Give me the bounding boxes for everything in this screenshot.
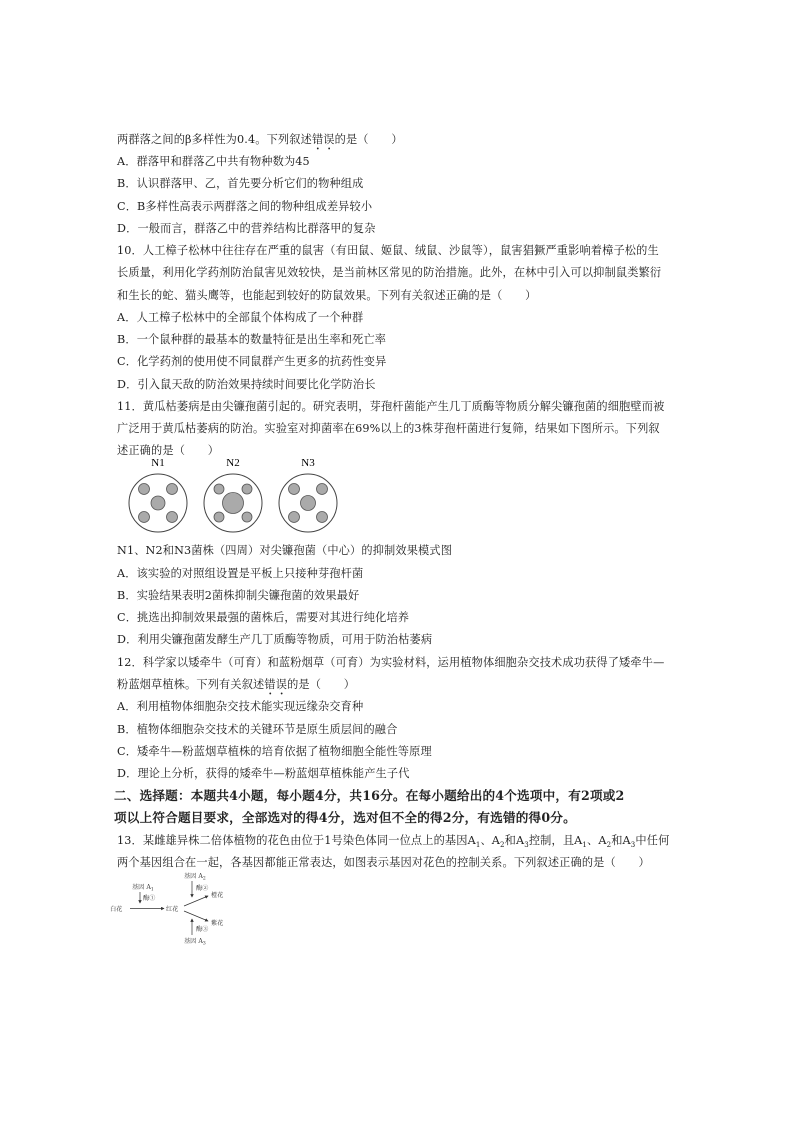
- plate-label-n2: N2: [226, 457, 240, 469]
- enzyme-2-label: 酶②: [196, 885, 209, 892]
- q9-option-b: B．认识群落甲、乙，首先要分析它们的物种组成: [117, 177, 364, 190]
- q12-stem-line-1: 12．科学家以矮牵牛（可育）和蓝粉烟草（可育）为实验材料，运用植物体细胞杂交技术成功获得了矮牵牛—: [117, 656, 665, 669]
- q11-option-b: B．实验结果表明2菌株抑制尖镰孢菌的效果最好: [117, 589, 360, 602]
- q13-stem-line-1: [117, 833, 669, 853]
- plate-n2: [204, 474, 262, 532]
- red-flower-label: 红花: [166, 906, 179, 913]
- enzyme-3-label: 酶③: [196, 926, 209, 933]
- q9-stem-text-a: 两群落之间的β多样性为0.4。下列叙述: [117, 133, 312, 146]
- q10-option-d: D．引入鼠天敌的防治效果持续时间要比化学防治长: [117, 378, 376, 391]
- q9-option-d: D．一般而言，群落乙中的营养结构比群落甲的复杂: [117, 222, 376, 235]
- gene-a2-label: [184, 872, 206, 882]
- q11-stem-line-2: 广泛用于黄瓜枯萎病的防治。实验室对抑菌率在69%以上的3株芽孢杆菌进行复筛，结果如下图所示。下列叙: [117, 422, 660, 435]
- q12-option-b: B．植物体细胞杂交技术的关键环节是原生质层间的融合: [117, 723, 398, 736]
- pathogen-center-n3: [301, 496, 316, 511]
- q13-text-2: 、A: [480, 834, 501, 847]
- q10-stem-line-1: 10．人工樟子松林中往往存在严重的鼠害（有田鼠、姬鼠、绒鼠、沙鼠等），鼠害猖獗严重影响着樟子松的生: [117, 244, 659, 257]
- q12-option-d: D．理论上分析，获得的矮牵牛—粉蓝烟草植株能产生子代: [117, 767, 410, 780]
- section-2-heading-line-2: 项以上符合题目要求，全部选对的得4分，选对但不全的得2分，有选错的得0分。: [114, 810, 576, 825]
- q11-stem-line-1: 11．黄瓜枯萎病是由尖镰孢菌引起的。研究表明，芽孢杆菌能产生几丁质酶等物质分解尖镰孢菌的细胞壁而被: [117, 400, 665, 413]
- q10-stem-line-3: 和生长的蛇、猫头鹰等，也能起到较好的防鼠效果。下列有关叙述正确的是（ ）: [117, 289, 537, 302]
- q13-sub-3: 3: [524, 841, 529, 850]
- gene-a3-sub: 3: [202, 941, 206, 947]
- plate-label-n1: N1: [151, 457, 165, 469]
- orange-flower-label: 橙花: [211, 892, 224, 899]
- q10-stem-line-2: 长质量，利用化学药剂防治鼠害见效较快，是当前林区常见的防治措施。此外，在林中引入可以抑制鼠类繁衍: [117, 266, 662, 279]
- q13-text-3: 和A: [504, 834, 525, 847]
- plate-n1: [129, 474, 187, 532]
- gene-a2-text: 基因 A: [184, 873, 203, 880]
- q12-stem-emphasis: 错误: [264, 678, 288, 691]
- gene-a1-sub: 1: [150, 887, 154, 893]
- pathogen-center-n1: [151, 496, 165, 510]
- plate-label-n3: N3: [301, 457, 315, 469]
- q9-stem-text-b: 的是（ ）: [334, 133, 403, 146]
- q9-option-c: C．B多样性高表示两群落之间的物种组成差异较小: [117, 200, 373, 213]
- q12-option-a: A．利用植物体细胞杂交技术能实现远缘杂交育种: [117, 700, 364, 713]
- q13-sub-1: 1: [475, 841, 481, 850]
- plate-n3: [279, 474, 337, 532]
- white-flower-label: 白花: [110, 906, 123, 913]
- q11-option-a: A．该实验的对照组设置是平板上只接种芽孢杆菌: [117, 567, 364, 580]
- q9-stem: [117, 132, 403, 153]
- gene-a1-label: [132, 883, 154, 893]
- q13-stem-line-2: 两个基因组合在一起，各基因都能正常表达，如图表示基因对花色的控制关系。下列叙述正确的是（ ）: [117, 856, 650, 869]
- q12-stem-line-2: [117, 677, 355, 698]
- flower-color-pathway-diagram: [108, 871, 238, 947]
- gene-a2-sub: 2: [202, 876, 206, 882]
- q13-text-1: 13．某雌雄异株二倍体植物的花色由位于1号染色体同一位点上的基因A: [117, 834, 476, 847]
- red-to-purple-arrow: [184, 911, 208, 921]
- q13-sub-4: 1: [582, 841, 588, 850]
- q13-sub-6: 3: [630, 841, 636, 850]
- q12-stem-text-b: 的是（ ）: [287, 678, 356, 691]
- section-2-heading-line-1: 二、选择题：本题共4小题，每小题4分，共16分。在每小题给出的4个选项中，有2项或2: [114, 788, 625, 803]
- gene-a3-text: 基因 A: [184, 938, 203, 945]
- q13-text-4: 控制，且A: [528, 834, 583, 847]
- q13-text-7: 中任何: [635, 834, 670, 847]
- q13-sub-2: 2: [500, 841, 505, 850]
- gene-a3-label: [184, 937, 206, 947]
- q12-option-c: C．矮牵牛—粉蓝烟草植株的培育依据了植物细胞全能性等原理: [117, 745, 432, 758]
- q9-stem-emphasis: 错误: [311, 133, 335, 146]
- q11-option-c: C．挑选出抑制效果最强的菌株后，需要对其进行纯化培养: [117, 611, 410, 624]
- enzyme-1-label: 酶①: [143, 895, 156, 902]
- petri-dish-figure: [120, 455, 360, 535]
- figure-caption: N1、N2和N3菌株（四周）对尖镰孢菌（中心）的抑制效果模式图: [117, 544, 453, 557]
- q9-option-a: A．群落甲和群落乙中共有物种数为45: [117, 155, 310, 168]
- q13-text-6: 和A: [611, 834, 631, 847]
- q10-option-c: C．化学药剂的使用使不同鼠群产生更多的抗药性变异: [117, 355, 387, 368]
- red-to-orange-arrow: [184, 896, 208, 906]
- q13-sub-5: 2: [606, 841, 612, 850]
- gene-a1-text: 基因 A: [132, 884, 151, 891]
- q10-option-a: A．人工樟子松林中的全部鼠个体构成了一个种群: [117, 311, 364, 324]
- q10-option-b: B．一个鼠种群的最基本的数量特征是出生率和死亡率: [117, 333, 387, 346]
- pathogen-center-n2: [223, 493, 244, 514]
- q11-stem-line-3: 述正确的是（ ）: [117, 444, 220, 457]
- purple-flower-label: 紫花: [211, 920, 224, 927]
- q13-text-5: 、A: [587, 834, 607, 847]
- q12-stem-text-a: 粉蓝烟草植株。下列有关叙述: [117, 678, 265, 691]
- q11-option-d: D．利用尖镰孢菌发酵生产几丁质酶等物质，可用于防治枯萎病: [117, 633, 433, 646]
